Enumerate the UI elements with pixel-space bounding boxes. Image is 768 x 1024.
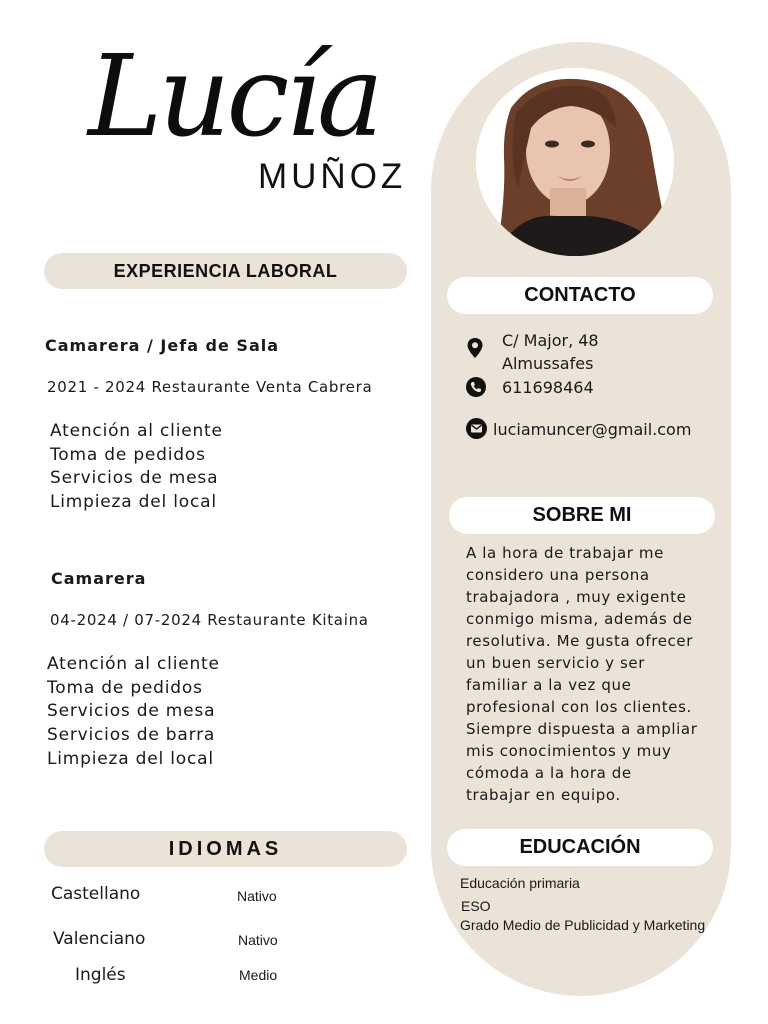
job-task-list xyxy=(50,420,223,515)
experience-heading xyxy=(44,253,407,289)
about-text xyxy=(466,542,697,806)
list-item: Toma de pedidos xyxy=(50,444,206,465)
about-line: cómoda a la hora de xyxy=(466,764,632,782)
about-heading xyxy=(449,497,715,534)
list-item: Servicios de mesa xyxy=(47,701,216,722)
language-level: Nativo xyxy=(238,932,278,948)
list-item: Servicios de mesa xyxy=(50,468,219,489)
about-line: mis conocimientos y muy xyxy=(466,742,672,760)
last-name: MUÑOZ xyxy=(258,157,407,196)
about-line: un buen servicio y ser xyxy=(466,654,645,672)
about-heading-text: SOBRE MI xyxy=(532,504,632,526)
education-item: Educación primaria xyxy=(460,875,580,891)
experience-heading-text: EXPERIENCIA LABORAL xyxy=(113,260,338,281)
education-item: Grado Medio de Publicidad y Marketing xyxy=(460,917,706,933)
about-line: conmigo misma, además de xyxy=(466,610,693,628)
list-item: Atención al cliente xyxy=(50,421,223,441)
language-level: Medio xyxy=(239,967,278,983)
job-title: Camarera xyxy=(51,569,147,588)
education-heading xyxy=(447,829,713,866)
list-item: Toma de pedidos xyxy=(47,677,203,698)
education-heading-text: EDUCACIÓN xyxy=(519,836,641,858)
phone-number: 611698464 xyxy=(502,378,594,397)
list-item: Servicios de barra xyxy=(47,725,216,746)
contact-heading xyxy=(447,277,713,314)
location-pin-icon xyxy=(466,337,484,359)
about-line: A la hora de trabajar me xyxy=(466,544,664,562)
email-address[interactable]: luciamuncer@gmail.com xyxy=(493,420,692,439)
about-line: resolutiva. Me gusta ofrecer xyxy=(466,632,693,650)
profile-photo xyxy=(476,68,674,256)
about-line: familiar a la vez que xyxy=(466,676,632,694)
about-line: Siempre dispuesta a ampliar xyxy=(466,720,698,738)
list-item: Atención al cliente xyxy=(47,654,220,674)
address-block xyxy=(502,329,599,375)
address-line: Almussafes xyxy=(502,354,594,373)
contact-heading-text: CONTACTO xyxy=(524,284,636,306)
list-item: Limpieza del local xyxy=(47,748,214,769)
job-task-list xyxy=(47,653,220,772)
language-level: Nativo xyxy=(237,888,277,904)
address-line: C/ Major, 48 xyxy=(502,331,599,350)
education-item: ESO xyxy=(461,898,491,914)
job-period: 2021 - 2024 Restaurante Venta Cabrera xyxy=(47,378,373,396)
languages-heading xyxy=(44,831,407,867)
phone-icon xyxy=(466,377,486,397)
list-item: Limpieza del local xyxy=(50,492,217,513)
about-line: trabajar en equipo. xyxy=(466,786,621,804)
languages-heading-text: IDIOMAS xyxy=(168,837,283,860)
first-name: Lucía xyxy=(88,32,380,162)
language-name: Castellano xyxy=(51,884,141,904)
portrait-illustration xyxy=(476,68,674,256)
language-name: Inglés xyxy=(75,965,126,985)
job-title: Camarera / Jefa de Sala xyxy=(45,336,280,355)
about-line: trabajadora , muy exigente xyxy=(466,588,687,606)
language-name: Valenciano xyxy=(53,929,146,949)
email-icon xyxy=(466,418,487,439)
job-period: 04-2024 / 07-2024 Restaurante Kitaina xyxy=(50,611,369,629)
about-line: profesional con los clientes. xyxy=(466,698,692,716)
about-line: considero una persona xyxy=(466,566,650,584)
